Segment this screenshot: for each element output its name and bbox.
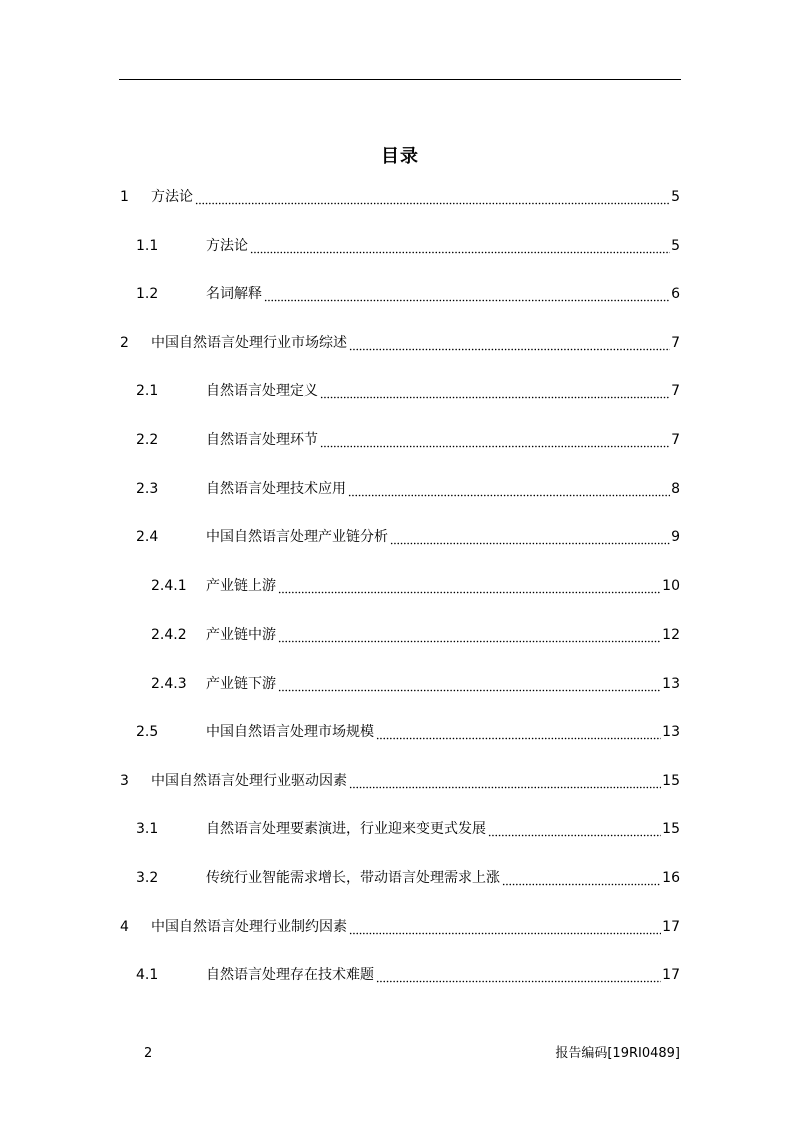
dot-leader [348,479,670,499]
toc-entry-page: 7 [671,383,680,399]
toc-entry-page: 12 [662,627,680,643]
toc-entry-title: 中国自然语言处理行业驱动因素 [151,773,347,789]
toc-entry-body [206,965,680,985]
toc-entry-body [206,722,680,742]
toc-entry-number: 3.1 [136,821,159,837]
header-rule [119,79,681,80]
toc-entry-body [151,187,680,207]
toc-entry[interactable] [120,236,680,256]
toc-heading: 目录 [381,146,419,167]
toc-entry-body [151,917,680,937]
toc-entry-title: 名词解释 [206,286,262,302]
toc-entry-body [151,333,680,353]
toc-entry-title: 自然语言处理技术应用 [206,481,346,497]
footer-page-number: 2 [144,1046,153,1061]
toc-entry[interactable] [120,917,680,937]
toc-entry-body [206,527,680,547]
toc-entry-title: 产业链上游 [206,578,276,594]
toc-entry-number: 1.1 [136,238,159,254]
toc-entry-title: 方法论 [206,238,248,254]
toc-entry-body [206,625,680,645]
toc-entry[interactable] [120,625,680,645]
toc-entry-title: 产业链下游 [206,676,276,692]
toc-entry[interactable] [120,868,680,888]
toc-entry[interactable] [120,819,680,839]
toc-entry-number: 1 [120,189,129,205]
toc-entry-number: 2.4.3 [151,676,187,692]
toc-entry-page: 10 [662,578,680,594]
toc-entry-body [206,381,680,401]
dot-leader [390,527,670,547]
toc-entry-body [206,819,680,839]
dot-leader [278,674,661,694]
toc-entry-page: 8 [671,481,680,497]
toc-entry-title: 自然语言处理存在技术难题 [206,967,374,983]
toc-entry-page: 15 [662,821,680,837]
toc-entry[interactable] [120,284,680,304]
toc-entry-page: 13 [662,676,680,692]
toc-entry-page: 15 [662,773,680,789]
toc-entry[interactable] [120,722,680,742]
dot-leader [349,333,670,353]
dot-leader [376,965,661,985]
toc-entry-body [206,674,680,694]
dot-leader [349,771,661,791]
toc-entry[interactable] [120,381,680,401]
toc-entry-title: 中国自然语言处理行业市场综述 [151,335,347,351]
toc-entry-number: 2.4 [136,529,159,545]
toc-entry-number: 2.4.2 [151,627,187,643]
toc-entry-page: 13 [662,724,680,740]
dot-leader [488,819,661,839]
toc-entry-title: 中国自然语言处理市场规模 [206,724,374,740]
toc-entry-body [206,284,680,304]
dot-leader [278,576,661,596]
dot-leader [264,284,670,304]
toc-entry-number: 2 [120,335,129,351]
toc-entry-number: 4 [120,919,129,935]
toc-entry-number: 2.4.1 [151,578,187,594]
toc-entry-page: 17 [662,967,680,983]
toc-entry-title: 自然语言处理要素演进，行业迎来变更式发展 [206,821,486,837]
toc-entry-body [151,771,680,791]
toc-entry-body [206,479,680,499]
toc-entry-title: 中国自然语言处理行业制约因素 [151,919,347,935]
toc-entry-body [206,430,680,450]
toc-entry[interactable] [120,771,680,791]
toc-entry-page: 5 [671,238,680,254]
toc-entry[interactable] [120,479,680,499]
dot-leader [278,625,661,645]
toc-entry[interactable] [120,333,680,353]
toc-entry-title: 传统行业智能需求增长，带动语言处理需求上涨 [206,870,500,886]
dot-leader [250,236,670,256]
toc-entry-page: 16 [662,870,680,886]
dot-leader [195,187,670,207]
toc-entry-page: 5 [671,189,680,205]
toc-entry-title: 自然语言处理定义 [206,383,318,399]
toc-entry-number: 2.2 [136,432,159,448]
toc-entry-number: 1.2 [136,286,159,302]
toc-entry-number: 3 [120,773,129,789]
toc-entry-number: 2.5 [136,724,159,740]
toc-entry[interactable] [120,576,680,596]
toc-entry-page: 7 [671,335,680,351]
toc-entry[interactable] [120,527,680,547]
footer-report-code: 报告编码[19RI0489] [555,1046,680,1061]
toc-entry-page: 17 [662,919,680,935]
dot-leader [320,381,670,401]
toc-entry-number: 2.1 [136,383,159,399]
toc-entry-body [206,868,680,888]
toc-entry-page: 7 [671,432,680,448]
toc-entry-number: 2.3 [136,481,159,497]
toc-entry-title: 中国自然语言处理产业链分析 [206,529,388,545]
toc-entry-number: 4.1 [136,967,159,983]
toc-entry[interactable] [120,430,680,450]
toc-entry-page: 9 [671,529,680,545]
dot-leader [376,722,661,742]
dot-leader [502,868,661,888]
dot-leader [349,917,661,937]
toc-entry-body [206,576,680,596]
toc-entry-title: 方法论 [151,189,193,205]
toc-entry-number: 3.2 [136,870,159,886]
toc-entry-body [206,236,680,256]
toc-entry-title: 自然语言处理环节 [206,432,318,448]
toc-entry-page: 6 [671,286,680,302]
toc-entry-title: 产业链中游 [206,627,276,643]
toc-entry[interactable] [120,187,680,207]
toc-entry[interactable] [120,965,680,985]
toc-entry[interactable] [120,674,680,694]
dot-leader [320,430,670,450]
